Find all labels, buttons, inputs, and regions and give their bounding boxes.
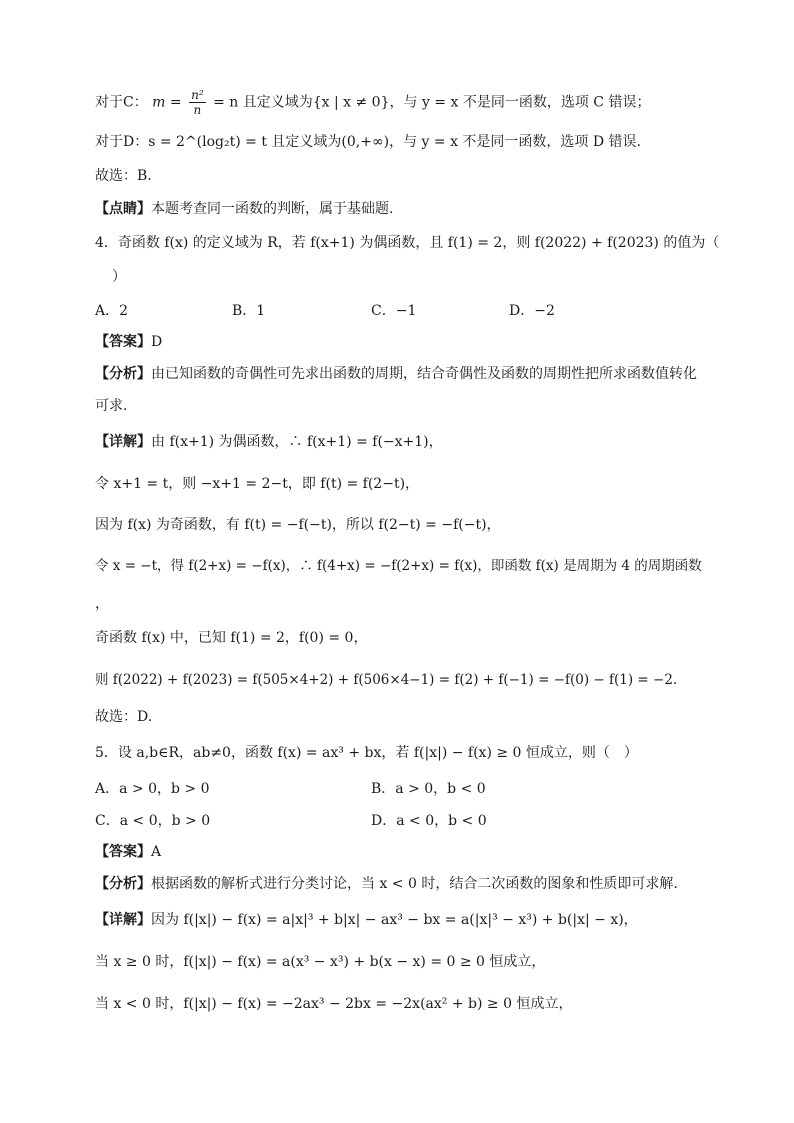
question-4-stem: 4．奇函数 f(x) 的定义域为 R，若 f(x+1) 为偶函数，且 f(1) = 2，则 f(2022) + f(2023) 的值为（ bbox=[95, 235, 720, 251]
q4-detail-3: 因为 f(x) 为奇函数，有 f(t) = −f(−t)，所以 f(2−t) = −f(−t)， bbox=[95, 517, 501, 533]
q4-option-b: B．1 bbox=[232, 303, 266, 319]
answer-value: D bbox=[151, 334, 163, 350]
q5-option-d: D．a < 0，b < 0 bbox=[371, 813, 487, 829]
dianjing-tag: 【点睛】 bbox=[95, 201, 151, 217]
detail-text: 因为 f(|x|) − f(x) = a|x|³ + b|x| − ax³ − bx = a(|x|³ − x³) + b(|x| − x)， bbox=[151, 912, 638, 928]
q5-answer bbox=[95, 842, 161, 862]
q4-option-d: D．−2 bbox=[509, 303, 555, 319]
answer-value: A bbox=[151, 844, 162, 860]
analysis-tag: 【分析】 bbox=[95, 876, 151, 892]
q4-analysis bbox=[95, 364, 697, 384]
c-rest: = n 且定义域为{x | x ≠ 0}，与 y = x 不是同一函数，选项 C 错误； bbox=[213, 94, 651, 111]
q5-analysis bbox=[95, 874, 678, 894]
fraction-denominator: n bbox=[193, 103, 202, 117]
option-d-analysis: 对于D：s = 2^(log₂t) = t 且定义域为(0,+∞)，与 y = x 不是同一函数，选项 D 错误. bbox=[95, 134, 641, 150]
dianjing-text: 本题考查同一函数的判断，属于基础题. bbox=[151, 201, 394, 217]
detail-text: 由 f(x+1) 为偶函数，∴ f(x+1) = f(−x+1)， bbox=[151, 434, 443, 450]
question-5-stem: 5．设 a,b∈R，ab≠0，函数 f(x) = ax³ + bx，若 f(|x|) − f(x) ≥ 0 恒成立，则（ ） bbox=[95, 745, 638, 761]
question-4-stem-cont: ） bbox=[112, 269, 126, 285]
q5-detail-1 bbox=[95, 910, 638, 930]
q4-detail-1 bbox=[95, 432, 443, 452]
q4-detail-2: 令 x+1 = t，则 −x+1 = 2−t，即 f(t) = f(2−t)， bbox=[95, 476, 420, 492]
answer-choose-b: 故选：B. bbox=[95, 168, 152, 184]
analysis-text: 由已知函数的奇偶性可先求出函数的周期，结合奇偶性及函数的周期性把所求函数值转化 bbox=[151, 366, 697, 382]
q4-detail-4-cont: ， bbox=[95, 596, 109, 612]
q5-detail-3: 当 x < 0 时，f(|x|) − f(x) = −2ax³ − 2bx = −2x(ax² + b) ≥ 0 恒成立， bbox=[95, 996, 573, 1012]
q4-detail-5: 奇函数 f(x) 中，已知 f(1) = 2，f(0) = 0， bbox=[95, 630, 368, 646]
q5-option-a: A．a > 0，b > 0 bbox=[95, 781, 210, 797]
q4-detail-6: 则 f(2022) + f(2023) = f(505×4+2) + f(506×4−1) = f(2) + f(−1) = −f(0) − f(1) = −2. bbox=[95, 672, 678, 688]
q5-detail-2: 当 x ≥ 0 时，f(|x|) − f(x) = a(x³ − x³) + b(x − x) = 0 ≥ 0 恒成立， bbox=[95, 954, 546, 970]
fraction bbox=[189, 88, 206, 117]
q4-answer bbox=[95, 332, 162, 352]
q4-analysis-cont: 可求. bbox=[95, 398, 128, 414]
option-c-analysis bbox=[95, 88, 650, 117]
detail-tag: 【详解】 bbox=[95, 912, 151, 928]
c-prefix: 对于C： bbox=[95, 94, 148, 111]
q5-option-b: B．a > 0，b < 0 bbox=[371, 781, 486, 797]
q4-option-c: C．−1 bbox=[371, 303, 417, 319]
analysis-tag: 【分析】 bbox=[95, 366, 151, 382]
answer-tag: 【答案】 bbox=[95, 844, 151, 860]
analysis-text: 根据函数的解析式进行分类讨论，当 x < 0 时，结合二次函数的图象和性质即可求解. bbox=[151, 876, 678, 892]
answer-tag: 【答案】 bbox=[95, 334, 151, 350]
q4-option-a: A．2 bbox=[95, 303, 129, 319]
dianjing-comment bbox=[95, 199, 393, 219]
q4-detail-4: 令 x = −t，得 f(2+x) = −f(x)，∴ f(4+x) = −f(2+x) = f(x)，即函数 f(x) 是周期为 4 的周期函数 bbox=[95, 558, 702, 574]
q5-option-c: C．a < 0，b > 0 bbox=[95, 813, 211, 829]
detail-tag: 【详解】 bbox=[95, 434, 151, 450]
fraction-numerator: n² bbox=[191, 88, 204, 102]
c-m-eq: m = bbox=[152, 94, 182, 111]
answer-choose-d: 故选：D. bbox=[95, 709, 153, 725]
